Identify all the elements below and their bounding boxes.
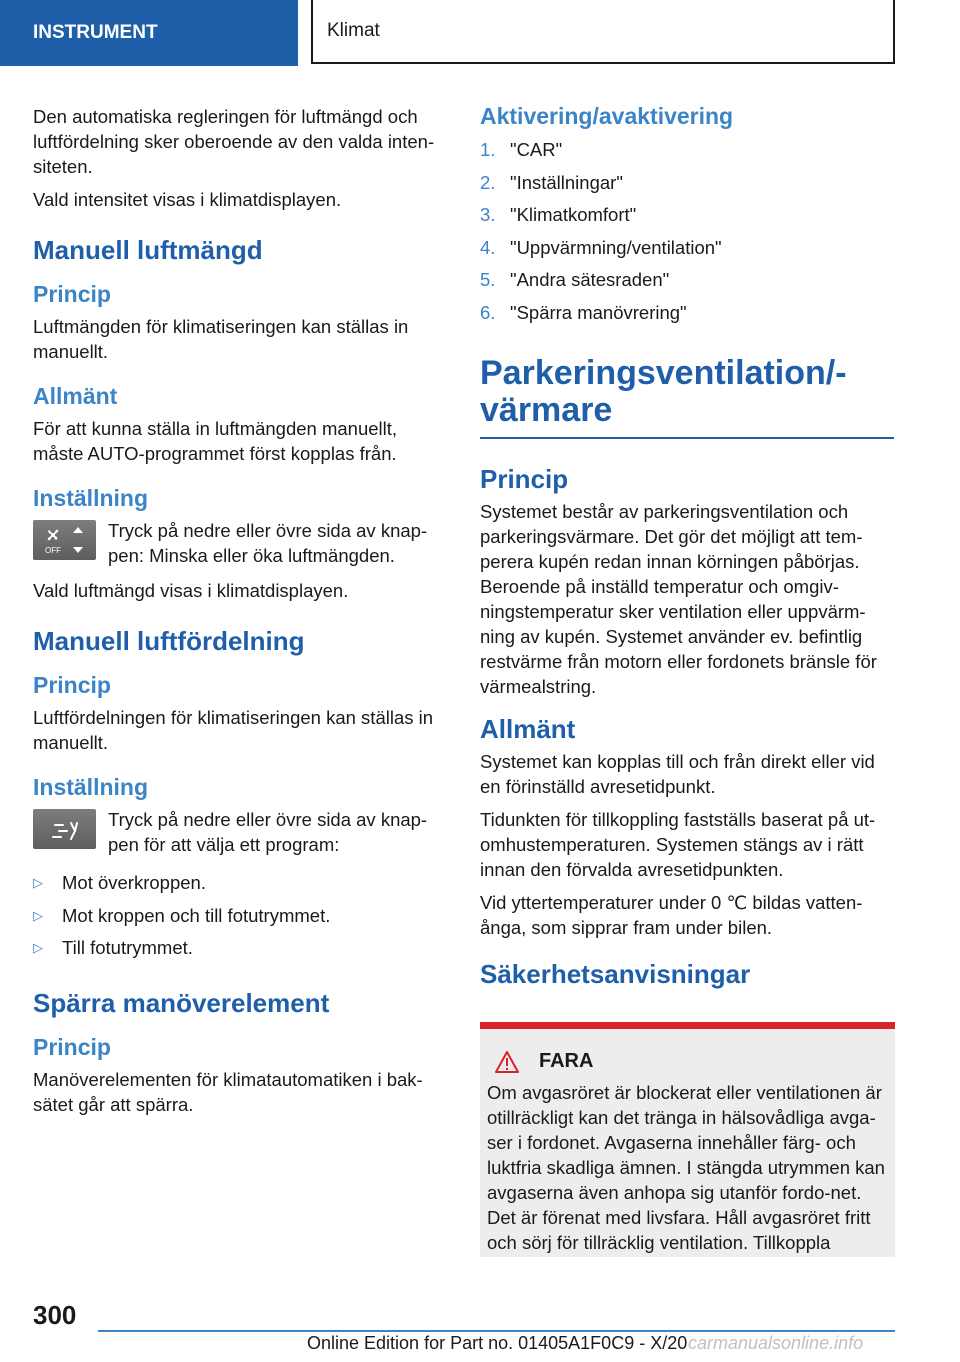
airflow-princip-text: Luftmängden för klimatiseringen kan ställas in manuellt. xyxy=(33,316,409,362)
footer-divider xyxy=(98,1330,895,1332)
list-item: ▷ Mot kroppen och till fotutrymmet. xyxy=(33,900,447,933)
warning-triangle-icon xyxy=(495,1051,519,1073)
list-item: ▷ Mot överkroppen. xyxy=(33,867,447,900)
airflow-heading: Manuell luftmängd xyxy=(33,235,263,265)
intro-paragraph-1: Den automatiska regleringen för luftmängd och luftfördelning sker oberoende av den valda inten‐siteten. xyxy=(33,106,435,177)
distribution-heading: Manuell luftfördelning xyxy=(33,626,305,656)
triangle-bullet-icon: ▷ xyxy=(33,940,43,955)
activation-heading: Aktivering/avaktivering xyxy=(480,103,734,129)
distribution-princip-text: Luftfördelningen för klimatiseringen kan ställas in manuellt. xyxy=(33,707,434,753)
triangle-bullet-icon: ▷ xyxy=(33,875,43,890)
distribution-princip-heading: Princip xyxy=(33,672,111,698)
lock-princip-heading: Princip xyxy=(33,1033,111,1060)
list-item: 6. "Spärra manövrering" xyxy=(480,301,687,323)
distribution-options xyxy=(33,867,447,965)
triangle-bullet-icon: ▷ xyxy=(33,907,43,923)
parking-heading: Parkeringsventilation/- värmare xyxy=(480,355,894,439)
parking-allmant-heading: Allmänt xyxy=(480,714,576,744)
distribution-button-text: Tryck på nedre eller övre sida av knap‐pen för att välja ett program: xyxy=(108,809,428,855)
distribution-installning-heading: Inställning xyxy=(33,774,148,800)
parking-allmant-text-2: Tidunkten för tillkoppling fastställs baserat på ut‐omhustemperaturen. Systemen stängs av i rätt innan den förvalda avresetidpunkten. xyxy=(480,809,876,880)
section-title: INSTRUMENT xyxy=(0,0,298,66)
airflow-installning-heading: Inställning xyxy=(33,485,148,511)
airflow-allmant-heading: Allmänt xyxy=(33,383,118,409)
airflow-allmant-text: För att kunna ställa in luftmängden manuellt, måste AUTO-programmet först kopplas från. xyxy=(33,418,398,464)
list-item: 1. "CAR" xyxy=(480,139,563,160)
parking-princip-text: Systemet består av parkeringsventilation och parkeringsvärmare. Det gör det möjligt att tem‐perera kupén redan innan körningen påbörjas. Beroende på inställd temperatur och omgiv‐ningstemperatur sker ventilation eller uppvärm‐ning av kupén. Systemet använder ev. befintlig restvärme från motorn eller fordonets bränsle för värmealstring. xyxy=(480,501,877,697)
page-number: 300 xyxy=(33,1300,77,1330)
distribution-button-row xyxy=(33,807,447,857)
parking-allmant-text-1: Systemet kan kopplas till och från direkt eller vid en förinställd avresetidpunkt. xyxy=(480,751,875,797)
page-header xyxy=(0,0,960,66)
fan-icon xyxy=(33,520,96,560)
danger-warning-box xyxy=(480,1022,895,1257)
footer-edition: Online Edition for Part no. 01405A1F0C9 - X/20 xyxy=(307,1333,688,1353)
parking-princip-heading: Princip xyxy=(480,464,569,494)
chapter-title: Klimat xyxy=(311,0,895,64)
safety-heading: Säkerhetsanvisningar xyxy=(480,959,751,989)
right-column xyxy=(480,102,894,1004)
lock-heading: Spärra manöverelement xyxy=(33,987,330,1018)
fan-button-image xyxy=(33,520,96,560)
lock-princip-text: Manöverelementen för klimatautomatiken i bak‐sätet går att spärra. xyxy=(33,1068,423,1115)
intro-paragraph-2: Vald intensitet visas i klimatdisplayen. xyxy=(33,189,342,210)
warning-text: Om avgasröret är blockerat eller ventilationen är otillräckligt kan det tränga in hälsovådliga avga‐ser i fordonet. Avgaserna innehåller färg- och luktfria skadliga ämnen. I stängda utrymmen kan avgaserna även anhopa sig utanför fordo‐net. Det är förenat med livsfara. Håll avgasröret fritt och sörj för tillräcklig ventilation. Tillkoppla xyxy=(487,1082,885,1253)
list-item: 5. "Andra sätesraden" xyxy=(480,269,670,290)
left-column xyxy=(33,104,447,1125)
list-item: 2. "Inställningar" xyxy=(480,171,623,193)
list-item: ▷ Till fotutrymmet. xyxy=(33,932,447,965)
air-distribution-button-image xyxy=(33,809,96,849)
air-distribution-icon xyxy=(33,809,96,849)
off-label: OFF xyxy=(45,546,61,555)
airflow-button-text: Tryck på nedre eller övre sida av knap‐pen: Minska eller öka luftmängden. xyxy=(108,520,428,566)
airflow-princip-heading: Princip xyxy=(33,281,111,307)
warning-title: FARA xyxy=(487,1049,889,1074)
parking-allmant-text-3: Vid yttertemperaturer under 0 ℃ bildas vatten‐ånga, som sipprar fram under bilen. xyxy=(480,892,863,938)
list-item: 4. "Uppvärmning/ventilation" xyxy=(480,236,722,258)
watermark: carmanualsonline.info xyxy=(688,1333,864,1353)
list-item: 3. "Klimatkomfort" xyxy=(480,204,637,225)
airflow-button-row xyxy=(33,518,447,568)
activation-steps xyxy=(480,134,894,329)
airflow-after-text: Vald luftmängd visas i klimatdisplayen. xyxy=(33,580,349,601)
